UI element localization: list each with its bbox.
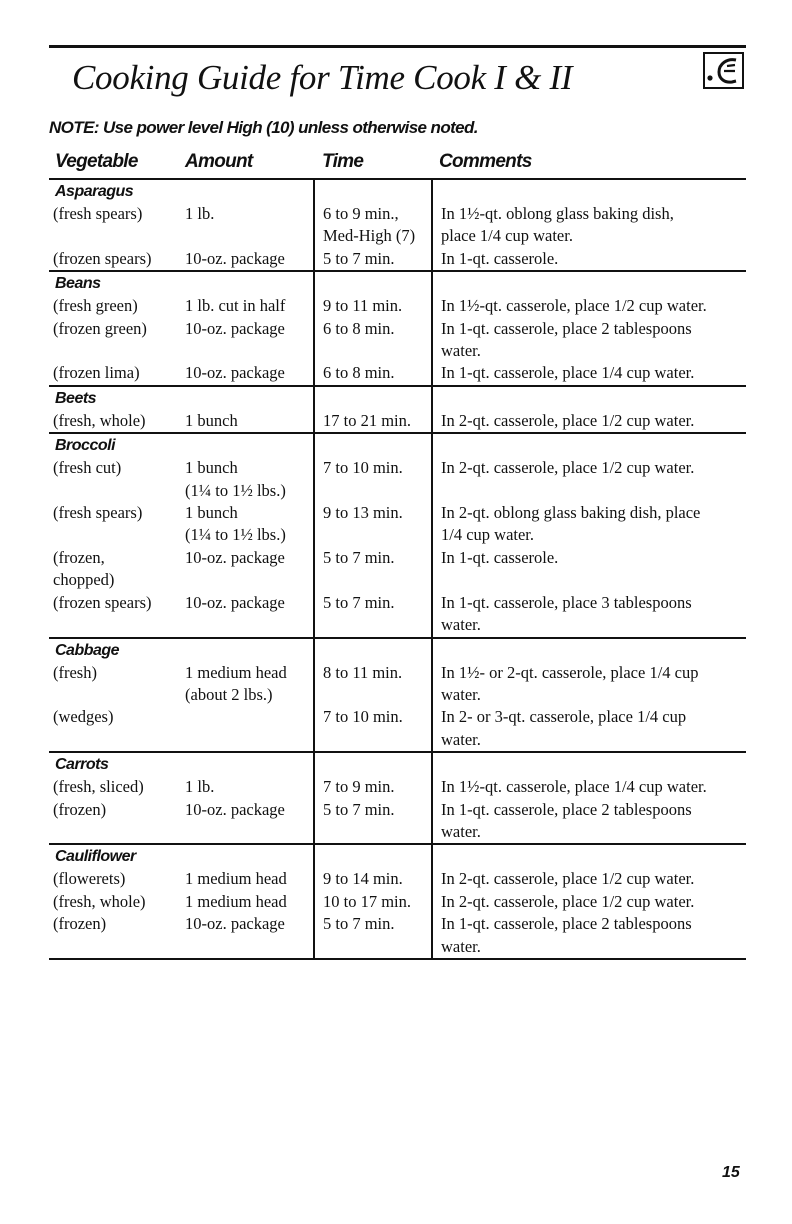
table-header [49,148,746,180]
time-cell: 5 to 7 min. [323,248,395,268]
time-cell: 8 to 11 min. [323,662,403,682]
comments-cell: In 1-qt. casserole, place 1/4 cup water. [441,363,695,383]
vegetable-cell: (frozen) [53,799,107,819]
time-cell: 5 to 7 min. [323,914,395,934]
table-row [49,592,746,637]
amount-cell: 1 lb. [185,777,215,797]
vegetable-cell: (frozen, chopped) [53,547,115,590]
time-cell: 7 to 10 min. [323,707,403,727]
table-row [49,776,746,798]
comments-cell: In 2-qt. oblong glass baking dish, place 1/4 cup water. [441,503,701,545]
amount-cell: 10-oz. package [185,799,285,819]
amount-cell: 10-oz. package [185,318,285,338]
vegetable-group-name: Broccoli [55,437,116,455]
time-cell: 9 to 13 min. [323,503,403,523]
comments-cell: In 1½-qt. oblong glass baking dish, place 1/4 cup water. [441,204,674,246]
vegetable-group [49,639,746,754]
time-cell: 6 to 9 min., Med-High (7) [323,204,416,246]
vegetable-cell: (fresh cut) [53,458,122,478]
comments-cell: In 1½- or 2-qt. casserole, place 1/4 cup water. [441,662,699,704]
comments-cell: In 2-qt. casserole, place 1/2 cup water. [441,891,695,911]
vegetable-group [49,180,746,272]
table-body [49,180,746,960]
table-row [49,457,746,502]
amount-cell: 1 medium head [185,891,287,911]
vegetable-cell: (fresh green) [53,296,138,316]
amount-cell: 1 medium head [185,869,287,889]
time-cell: 6 to 8 min. [323,363,395,383]
microwave-tab-icon [703,52,744,89]
amount-cell [181,706,313,751]
top-rule [49,45,746,48]
table-row [49,913,746,958]
time-cell: 5 to 7 min. [323,547,395,567]
table-row [49,410,746,432]
table-row [49,868,746,890]
table-row [49,799,746,844]
comments-cell: In 2-qt. casserole, place 1/2 cup water. [441,458,695,478]
time-cell: 6 to 8 min. [323,318,395,338]
table-row [49,203,746,248]
cooking-guide-table [49,148,746,960]
comments-cell: In 1-qt. casserole, place 3 tablespoons water. [441,592,692,635]
comments-cell: In 1½-qt. casserole, place 1/4 cup water. [441,777,707,797]
vegetable-cell: (fresh) [53,662,97,682]
header-time: Time [322,151,364,172]
page-title: Cooking Guide for Time Cook I & II [72,58,573,97]
amount-cell: 10-oz. package [185,248,285,268]
comments-cell: In 1-qt. casserole. [441,547,559,567]
vegetable-group [49,753,746,845]
comments-cell: In 2-qt. casserole, place 1/2 cup water. [441,410,695,430]
vegetable-cell: (frozen spears) [53,592,152,612]
time-cell: 9 to 11 min. [323,296,403,316]
time-cell: 5 to 7 min. [323,799,395,819]
table-row [49,295,746,317]
time-cell: 9 to 14 min. [323,869,403,889]
amount-cell: 1 lb. [185,204,215,223]
header-comments: Comments [439,151,532,172]
vegetable-cell: (frozen spears) [53,248,152,268]
header-amount: Amount [185,151,253,172]
vegetable-group [49,387,746,434]
vegetable-cell: (frozen green) [53,318,147,338]
vegetable-cell: (flowerets) [53,869,126,889]
vegetable-cell: (fresh, whole) [53,410,146,430]
vegetable-group-name: Asparagus [55,183,134,200]
table-row [49,248,746,270]
vegetable-group-name: Beets [55,389,97,407]
time-cell: 7 to 9 min. [323,777,395,797]
table-row [49,706,746,751]
vegetable-group-name: Cabbage [55,641,120,659]
comments-cell: In 1-qt. casserole, place 2 tablespoons water. [441,318,692,361]
table-row [49,662,746,707]
comments-cell: In 1-qt. casserole, place 2 tablespoons water. [441,799,692,841]
vegetable-cell: (frozen) [53,914,107,934]
amount-cell: 10-oz. package [185,363,285,383]
amount-cell: 1 bunch [185,410,238,430]
vegetable-cell: (fresh spears) [53,204,143,223]
amount-cell: 1 bunch (1¼ to 1½ lbs.) [185,458,286,500]
table-row [49,318,746,363]
header-vegetable: Vegetable [55,151,138,172]
vegetable-group [49,434,746,638]
time-cell: 5 to 7 min. [323,592,395,612]
amount-cell: 1 lb. cut in half [185,296,286,316]
time-cell: 10 to 17 min. [323,891,412,911]
time-cell: 7 to 10 min. [323,458,403,478]
table-row [49,547,746,592]
table-row [49,362,746,384]
page-number: 15 [722,1164,740,1181]
amount-cell: 1 bunch (1¼ to 1½ lbs.) [185,503,286,545]
vegetable-cell: (wedges) [53,707,114,727]
comments-cell: In 2- or 3-qt. casserole, place 1/4 cup water. [441,707,687,749]
vegetable-cell: (fresh spears) [53,503,143,523]
time-cell: 17 to 21 min. [323,410,412,430]
comments-cell: In 1-qt. casserole. [441,248,559,268]
vegetable-group [49,272,746,387]
vegetable-cell: (fresh, sliced) [53,777,144,797]
amount-cell: 10-oz. package [185,592,285,612]
vegetable-cell: (frozen lima) [53,363,140,383]
table-row [49,891,746,913]
amount-cell: 1 medium head (about 2 lbs.) [185,662,287,704]
vegetable-cell: (fresh, whole) [53,891,146,911]
vegetable-group [49,845,746,960]
amount-cell: 10-oz. package [185,914,285,934]
note-text: NOTE: Use power level High (10) unless otherwise noted. [49,118,478,137]
amount-cell: 10-oz. package [185,547,285,567]
comments-cell: In 2-qt. casserole, place 1/2 cup water. [441,869,695,889]
vegetable-group-name: Cauliflower [55,848,136,866]
table-row [49,502,746,547]
vegetable-group-name: Carrots [55,756,109,774]
comments-cell: In 1½-qt. casserole, place 1/2 cup water. [441,296,707,316]
vegetable-group-name: Beans [55,275,101,293]
comments-cell: In 1-qt. casserole, place 2 tablespoons water. [441,914,692,956]
